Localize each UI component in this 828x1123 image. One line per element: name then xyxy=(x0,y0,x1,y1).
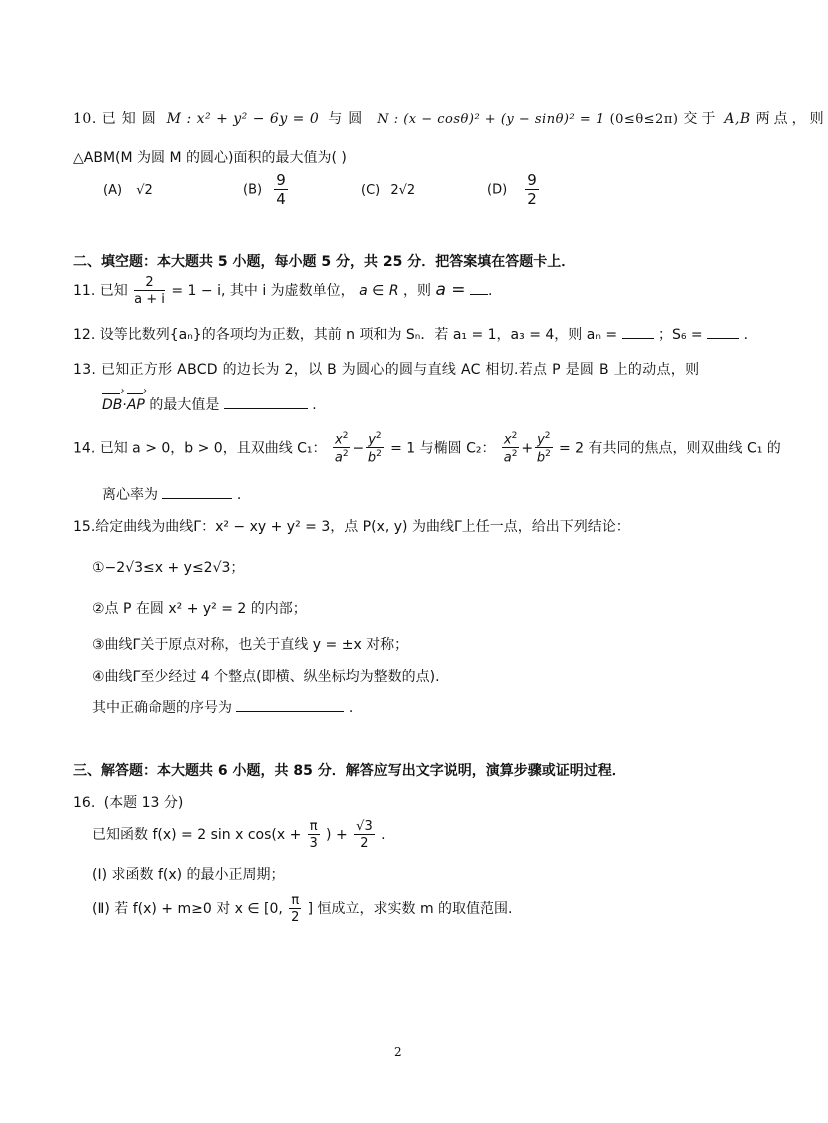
q16-function: 已知函数 f(x) = 2 sin x cos(x + $\frac{\pi}{3}$ ) + $\frac{√3}{2}$ . xyxy=(92,819,386,851)
q10-range: (0≤θ≤2π) xyxy=(609,112,679,127)
q14-answer-blank xyxy=(162,486,232,499)
q13-answer-blank xyxy=(224,396,308,409)
q14-line1: 14. 已知 a > 0，b > 0，且双曲线 C₁： $\frac{x^2}{a^2}$ − $\frac{y^2}{b^2}$ = 1 与椭圆 C₂： $\frac{x^2}{a^2}$ + $\frac{y^2}{b^2}$ = 2 有共同的焦点，则双曲线 C₁ 的 xyxy=(73,431,781,466)
q10-text-1: 已知圆 xyxy=(101,111,162,127)
q10-number: 10. xyxy=(73,111,97,127)
q10-points: A,B xyxy=(724,111,751,127)
vector-ap: AP › xyxy=(127,397,145,413)
q10-circle-m: M : x² + y² − 6y = 0 xyxy=(166,111,320,127)
q10-option-b: (B) $\frac{9}{4}$ xyxy=(243,171,286,208)
q15-item-2: ②点 P 在圆 x² + y² = 2 的内部； xyxy=(92,601,307,617)
q15-item-3: ③曲线Γ关于原点对称，也关于直线 y = ±x 对称； xyxy=(92,637,409,653)
q10-text-2: 与圆 xyxy=(328,111,369,127)
q10-circle-n: N : (x − cosθ)² + (y − sinθ)² = 1 xyxy=(377,112,605,127)
q16-header: 16. (本题 13 分) xyxy=(73,795,184,811)
q11-answer-blank xyxy=(470,282,488,295)
q15-line1: 15.给定曲线为曲线Γ：x² − xy + y² = 3，点 P(x, y) 为曲线Γ上任一点，给出下列结论： xyxy=(73,519,630,535)
q11: 11. 已知 $\frac{2}{a + i}$ = 1 − i, 其中 i 为虚数单位， a ∈ R ，则 a = . xyxy=(73,275,493,307)
q13-line1: 13. 已知正方形 ABCD 的边长为 2，以 B 为圆心的圆与直线 AC 相切.若点 P 是圆 B 上的动点，则 xyxy=(73,362,700,378)
q15-answer-blank xyxy=(236,699,344,712)
q10-option-c: (C) 2√2 xyxy=(361,183,416,198)
vector-db: DB › xyxy=(102,397,122,413)
q10-line2: △ABM(M 为圆 M 的圆心)面积的最大值为( ) xyxy=(73,150,347,166)
q14-line2: 离心率为 . xyxy=(102,487,242,503)
q10-option-a: (A) √2 xyxy=(103,183,153,198)
q12-answer-blank-1 xyxy=(622,326,654,339)
q15-item-4: ④曲线Γ至少经过 4 个整点(即横、纵坐标均为整数的点). xyxy=(92,669,440,685)
section-3-heading: 三、解答题：本大题共 6 小题，共 85 分．解答应写出文字说明，演算步骤或证明过程． xyxy=(73,763,626,779)
q12-answer-blank-2 xyxy=(707,326,739,339)
section-2-heading: 二、填空题：本大题共 5 小题，每小题 5 分，共 25 分．把答案填在答题卡上． xyxy=(73,254,576,270)
q16-part-2: (Ⅱ) 若 f(x) + m≥0 对 x ∈ [0, $\frac{\pi}{2}$ ] 恒成立，求实数 m 的取值范围. xyxy=(92,893,513,925)
q11-fraction: $\frac{2}{a + i}$ xyxy=(134,275,165,307)
q10-text-4: 两点，则 xyxy=(755,111,828,127)
page-number: 2 xyxy=(394,1045,402,1059)
q10-line1 xyxy=(73,108,828,128)
q16-part-1: (Ⅰ) 求函数 f(x) 的最小正周期； xyxy=(92,867,285,883)
q15-last: 其中正确命题的序号为 . xyxy=(92,700,354,716)
q15-item-1: ①−2√3≤x + y≤2√3； xyxy=(92,560,245,576)
q10-option-d: (D) $\frac{9}{2}$ xyxy=(487,171,537,208)
q13-line2: DB ›·AP › 的最大值是 . xyxy=(102,394,317,414)
q10-text-3: 交于 xyxy=(683,111,720,127)
q12: 12. 设等比数列{aₙ}的各项均为正数，其前 n 项和为 Sₙ．若 a₁ = 1，a₃ = 4，则 aₙ = ；S₆ = . xyxy=(73,327,749,343)
